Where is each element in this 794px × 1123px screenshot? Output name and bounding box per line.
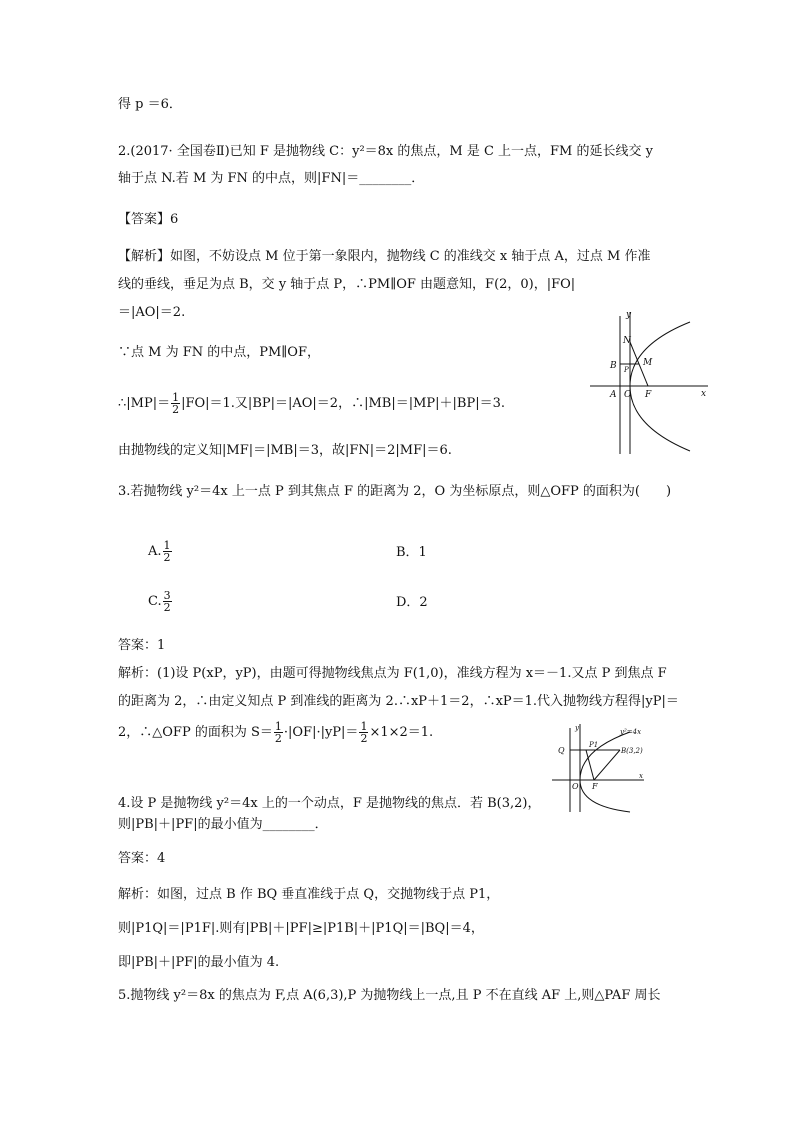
q4-text-line1: 4.设 P 是抛物线 y²＝4x 上的一个动点，F 是抛物线的焦点．若 B(3,2)， — [118, 796, 541, 811]
q3-solution-line1: 解析：(1)设 P(xP，yP)，由题可得抛物线焦点为 F(1,0)，准线方程为 x＝－1.又点 P 到焦点 F — [118, 666, 667, 681]
parabola-figure-1 — [590, 306, 710, 456]
q2-sol5-suffix: |FO|＝1.又|BP|＝|AO|＝2，∴|MB|＝|MP|＋|BP|＝3. — [181, 396, 505, 411]
fraction-numerator: 3 — [163, 589, 171, 602]
label-B: B(3,2) — [621, 747, 643, 755]
fraction-numerator: 1 — [172, 391, 180, 404]
q3-sol3-prefix: 2，∴△OFP 的面积为 S＝ — [118, 725, 273, 740]
fraction-denominator: 2 — [163, 551, 171, 564]
q4-solution-line1: 解析：如图，过点 B 作 BQ 垂直准线于点 Q，交抛物线于点 P1， — [118, 887, 500, 902]
label-x: x — [701, 389, 707, 399]
q3-sol3-middle: ·|OF|·|yP|＝ — [283, 725, 359, 740]
label-y: y — [575, 724, 579, 732]
segment-P1F — [586, 750, 594, 780]
option-a-letter: A. — [148, 544, 162, 559]
q2-sol5-prefix: ∴|MP|＝ — [118, 396, 171, 411]
q2-text-line2: 轴于点 N.若 M 为 FN 的中点，则|FN|＝________． — [118, 171, 425, 186]
q3-option-d: D．2 — [396, 595, 428, 610]
label-P: P — [624, 366, 629, 374]
previous-result: 得 p ＝6． — [118, 97, 182, 112]
label-F: F — [645, 390, 652, 400]
q2-solution-line4: ∵点 M 为 FN 的中点，PM∥OF， — [118, 345, 320, 360]
q4-solution-line2: 则|P1Q|＝|P1F|.则有|PB|＋|PF|≥|P1B|＋|P1Q|＝|BQ|＝4， — [118, 921, 484, 936]
q3-text: 3.若抛物线 y²＝4x 上一点 P 到其焦点 F 的距离为 2，O 为坐标原点，则△OFP 的面积为( ) — [118, 484, 672, 499]
label-O: O — [624, 390, 632, 400]
label-Q: Q — [558, 746, 565, 755]
fraction-one-half — [163, 540, 172, 563]
q2-solution-line6: 由抛物线的定义知|MF|＝|MB|＝3，故|FN|＝2|MF|＝6. — [118, 443, 452, 458]
label-O: O — [572, 782, 579, 791]
q4-answer: 答案：4 — [118, 851, 166, 866]
label-B: B — [610, 361, 617, 371]
label-y: y — [626, 310, 632, 320]
q2-text-line1: 2.(2017· 全国卷Ⅱ)已知 F 是抛物线 C：y²＝8x 的焦点，M 是 C 上一点，FM 的延长线交 y — [118, 144, 653, 159]
label-M: M — [643, 358, 653, 368]
label-A: A — [610, 390, 617, 400]
parabola-curve — [580, 732, 630, 812]
q2-solution-line3: ＝|AO|＝2. — [118, 305, 186, 320]
label-F: F — [592, 782, 598, 791]
fraction-three-halves — [163, 590, 172, 613]
q3-answer: 答案：1 — [118, 638, 166, 653]
label-x: x — [639, 772, 643, 780]
fraction-one-half — [359, 721, 368, 744]
q2-answer: 【答案】6 — [118, 212, 179, 227]
q5-text: 5.抛物线 y²＝8x 的焦点为 F,点 A(6,3),P 为抛物线上一点,且 P 不在直线 AF 上,则△PAF 周长 — [118, 988, 661, 1003]
parabola-figure-2 — [548, 722, 648, 814]
fraction-denominator: 2 — [163, 601, 171, 614]
label-N: N — [623, 336, 631, 346]
q3-option-b: B．1 — [396, 545, 427, 560]
fraction-denominator: 2 — [172, 403, 180, 416]
fraction-numerator: 1 — [163, 539, 171, 552]
q3-solution-line3 — [118, 721, 433, 744]
q3-option-a — [148, 540, 173, 563]
option-c-letter: C. — [148, 594, 162, 609]
q2-solution-line1: 【解析】如图，不妨设点 M 位于第一象限内，抛物线 C 的准线交 x 轴于点 A，过点 M 作准 — [118, 249, 651, 264]
fraction-denominator: 2 — [274, 732, 282, 745]
q3-sol3-suffix: ×1×2＝1. — [369, 725, 434, 740]
q3-option-c — [148, 590, 173, 613]
fraction-numerator: 1 — [274, 720, 282, 733]
fraction-one-half — [171, 392, 180, 415]
q4-solution-line3: 即|PB|＋|PF|的最小值为 4. — [118, 955, 280, 970]
label-P1: P1 — [589, 741, 599, 749]
fraction-denominator: 2 — [360, 732, 368, 745]
fraction-one-half — [274, 721, 283, 744]
segment-FB — [594, 750, 620, 780]
q2-solution-line2: 线的垂线，垂足为点 B，交 y 轴于点 P，∴PM∥OF 由题意知，F(2，0)，|FO| — [118, 277, 576, 292]
q4-text-line2: 则|PB|＋|PF|的最小值为________． — [118, 817, 328, 832]
q3-solution-line2: 的距离为 2，∴由定义知点 P 到准线的距离为 2.∴xP＋1＝2，∴xP＝1.代入抛物线方程得|yP|＝ — [118, 694, 679, 709]
fraction-numerator: 1 — [360, 720, 368, 733]
q2-solution-line5 — [118, 392, 505, 415]
label-equation: y²=4x — [620, 728, 642, 736]
